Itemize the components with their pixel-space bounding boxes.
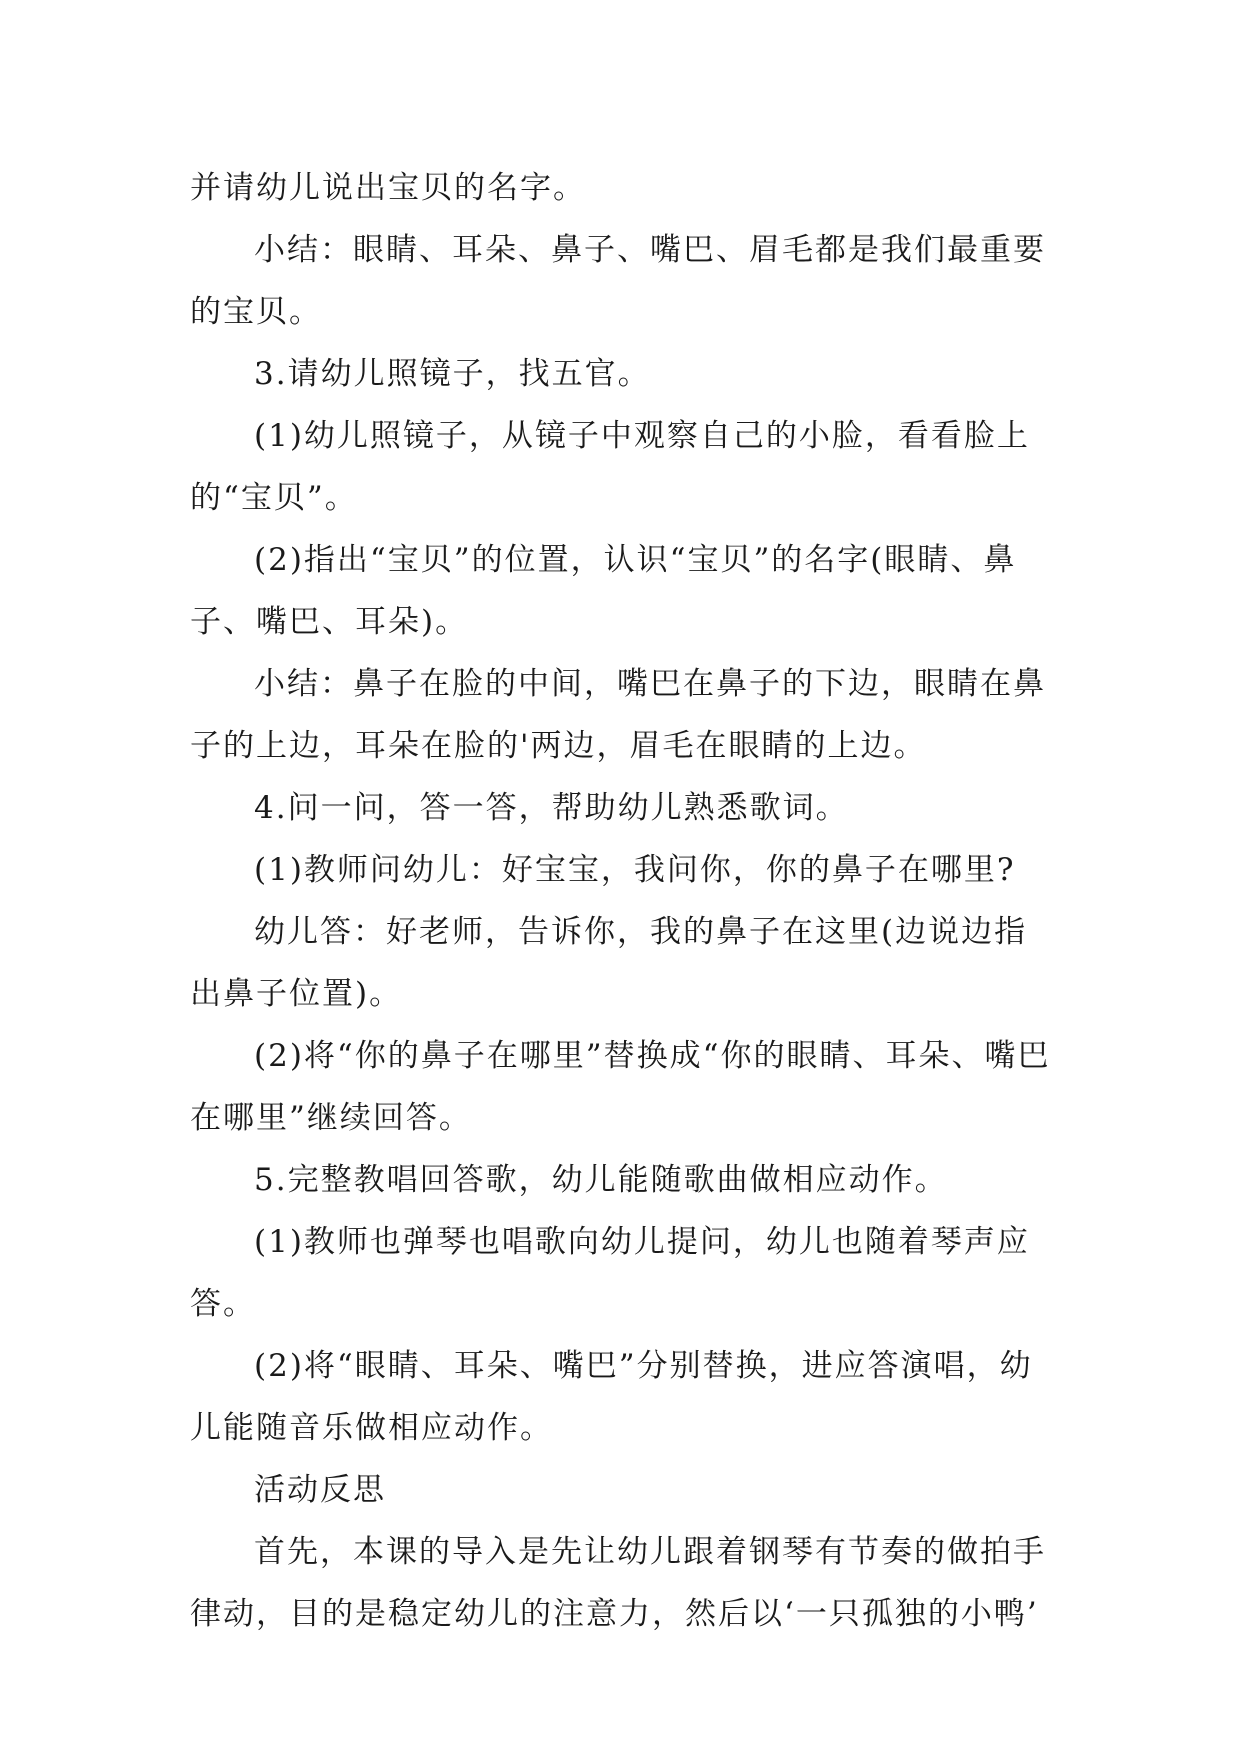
paragraph: 小结：鼻子在脸的中间，嘴巴在鼻子的下边，眼睛在鼻子的上边，耳朵在脸的'两边，眉毛在眼睛的上边。	[190, 666, 1046, 764]
paragraph: 5.完整教唱回答歌，幼儿能随歌曲做相应动作。	[254, 1162, 948, 1198]
document-body	[190, 157, 1058, 1645]
paragraph: 3.请幼儿照镜子，找五官。	[254, 356, 651, 392]
paragraph: 并请幼儿说出宝贝的名字。	[190, 170, 586, 206]
paragraph: (2)将“眼睛、耳朵、嘴巴”分别替换，进应答演唱，幼儿能随音乐做相应动作。	[190, 1348, 1033, 1446]
paragraph: 活动反思	[254, 1472, 386, 1508]
paragraph: (1)教师也弹琴也唱歌向幼儿提问，幼儿也随着琴声应答。	[190, 1224, 1030, 1322]
paragraph: 小结：眼睛、耳朵、鼻子、嘴巴、眉毛都是我们最重要的宝贝。	[190, 232, 1046, 330]
paragraph: 首先，本课的导入是先让幼儿跟着钢琴有节奏的做拍手律动，目的是稳定幼儿的注意力，然后以‘一只孤独的小鸭’	[190, 1534, 1046, 1632]
paragraph: (2)指出“宝贝”的位置，认识“宝贝”的名字(眼睛、鼻子、嘴巴、耳朵)。	[190, 542, 1017, 640]
paragraph: (1)幼儿照镜子，从镜子中观察自己的小脸，看看脸上的“宝贝”。	[190, 418, 1030, 516]
paragraph: 幼儿答：好老师，告诉你，我的鼻子在这里(边说边指出鼻子位置)。	[190, 914, 1028, 1012]
paragraph: (1)教师问幼儿：好宝宝，我问你，你的鼻子在哪里?	[254, 852, 1016, 888]
paragraph: (2)将“你的鼻子在哪里”替换成“你的眼睛、耳朵、嘴巴在哪里”继续回答。	[190, 1038, 1051, 1136]
paragraph: 4.问一问，答一答，帮助幼儿熟悉歌词。	[254, 790, 849, 826]
